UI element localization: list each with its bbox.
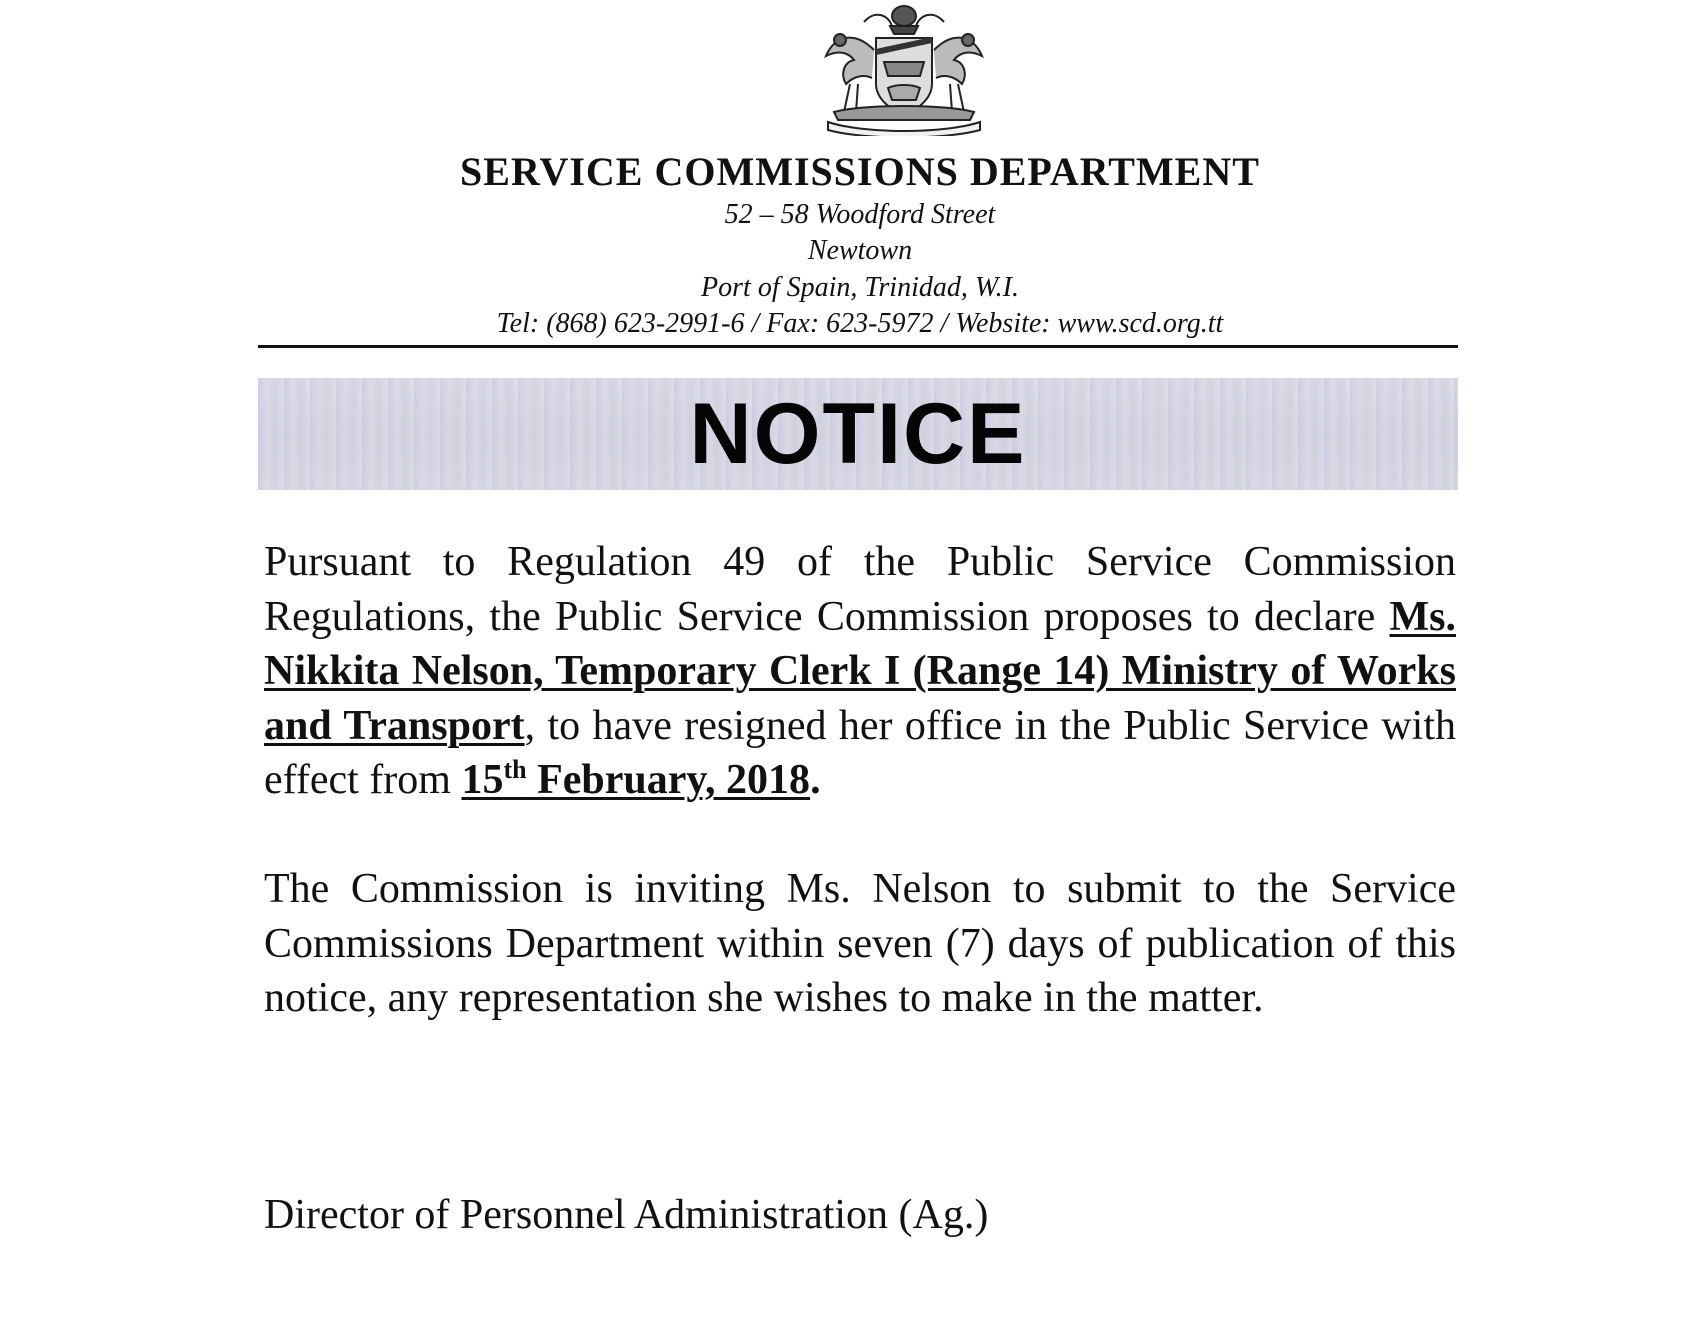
department-name: SERVICE COMMISSIONS DEPARTMENT (460, 149, 1260, 194)
effective-date-rest: February, 2018 (526, 757, 811, 803)
notice-title: NOTICE (689, 386, 1027, 482)
address-city: Port of Spain, Trinidad, W.I. (701, 272, 1019, 303)
header-divider (258, 345, 1458, 348)
coat-of-arms-icon (804, 0, 1004, 136)
p1-middle: , to have resigned her office in the Public Service with effect from (264, 702, 1456, 803)
effective-date (461, 757, 810, 803)
p1-end: . (810, 757, 821, 803)
contact-line: Tel: (868) 623-2991-6 / Fax: 623-5972 / Website: www.scd.org.tt (496, 308, 1224, 339)
p1-intro: Pursuant to Regulation 49 of the Public Service Commission Regulations, the Public Service Commission proposes to declare (264, 539, 1456, 640)
body-paragraph-2: The Commission is inviting Ms. Nelson to submit to the Service Commissions Department within seven (7) days of publication of this notice, any representation she wishes to make in the matter. (264, 866, 1456, 1021)
address-district: Newtown (807, 235, 913, 266)
signature-title: Director of Personnel Administration (Ag.) (264, 1192, 989, 1238)
address-street: 52 – 58 Woodford Street (724, 199, 996, 230)
body-paragraph-1 (264, 535, 1456, 808)
effective-date-suffix: th (503, 755, 527, 784)
employee-name-position: Ms. Nikkita Nelson, Temporary Clerk I (Range 14) Ministry of Works and Transport (264, 593, 1456, 749)
effective-date-day: 15 (461, 757, 504, 803)
